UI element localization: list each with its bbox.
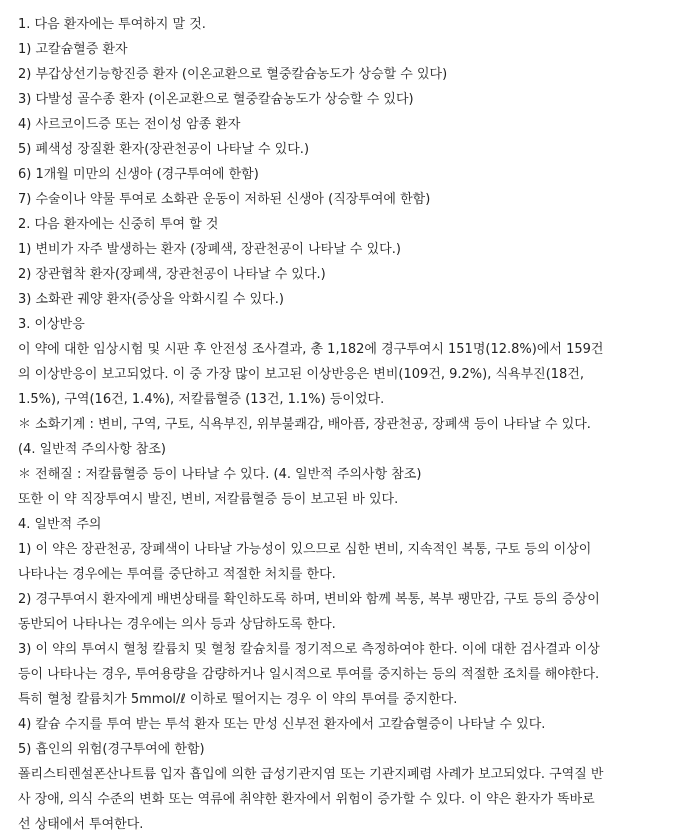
paragraph-line: 선 상태에서 투여한다. (18, 817, 144, 832)
list-item: 2) 장관협착 환자(장폐색, 장관천공이 나타날 수 있다.) (18, 267, 326, 282)
paragraph-line: 의 이상반응이 보고되었다. 이 중 가장 많이 보고된 이상반응은 변비(109건, 9.2%), 식욕부진(18건, (18, 367, 584, 382)
paragraph-line: 동반되어 나타나는 경우에는 의사 등과 상담하도록 한다. (18, 617, 336, 632)
list-item: 2) 부갑상선기능항진증 환자 (이온교환으로 혈중칼슘농도가 상승할 수 있다) (18, 67, 448, 82)
paragraph-line: (4. 일반적 주의사항 참조) (18, 442, 166, 457)
paragraph-line: 폴리스티렌설폰산나트륨 입자 흡입에 의한 급성기관지염 또는 기관지폐렴 사례가 보고되었다. 구역질 반 (18, 767, 604, 782)
section-heading-adverse-reactions: 3. 이상반응 (18, 317, 85, 332)
bullet-line: ＊ 전해질 : 저칼륨혈증 등이 나타날 수 있다. (4. 일반적 주의사항 참조) (18, 467, 422, 482)
list-item: 3) 이 약의 투여시 혈청 칼륨치 및 혈청 칼슘치를 정기적으로 측정하여야 한다. 이에 대한 검사결과 이상 (18, 642, 600, 657)
list-item: 3) 다발성 골수종 환자 (이온교환으로 혈중칼슘농도가 상승할 수 있다) (18, 92, 414, 107)
list-item: 3) 소화관 궤양 환자(증상을 악화시킬 수 있다.) (18, 292, 284, 307)
document-body (18, 12, 686, 837)
paragraph-line: 나타나는 경우에는 투여를 중단하고 적절한 처치를 한다. (18, 567, 336, 582)
section-heading-precautions: 2. 다음 환자에는 신중히 투여 할 것 (18, 217, 219, 232)
list-item: 6) 1개월 미만의 신생아 (경구투여에 한함) (18, 167, 259, 182)
paragraph-line: 1.5%), 구역(16건, 1.4%), 저칼륨혈증 (13건, 1.1%) 등이었다. (18, 392, 385, 407)
paragraph-line: 또한 이 약 직장투여시 발진, 변비, 저칼륨혈증 등이 보고된 바 있다. (18, 492, 399, 507)
list-item: 4) 칼슘 수지를 투여 받는 투석 환자 또는 만성 신부전 환자에서 고칼슘혈증이 나타날 수 있다. (18, 717, 546, 732)
list-item: 2) 경구투여시 환자에게 배변상태를 확인하도록 하며, 변비와 함께 복통, 복부 팽만감, 구토 등의 증상이 (18, 592, 600, 607)
list-item: 5) 흡인의 위험(경구투여에 한함) (18, 742, 205, 757)
list-item: 1) 이 약은 장관천공, 장폐색이 나타날 가능성이 있으므로 심한 변비, 지속적인 복통, 구토 등의 이상이 (18, 542, 592, 557)
bullet-line: ＊ 소화기계 : 변비, 구역, 구토, 식욕부진, 위부불쾌감, 배아픔, 장관천공, 장폐색 등이 나타날 수 있다. (18, 417, 591, 432)
list-item: 1) 고칼슘혈증 환자 (18, 42, 128, 57)
list-item: 7) 수술이나 약물 투여로 소화관 운동이 저하된 신생아 (직장투여에 한함) (18, 192, 431, 207)
list-item: 5) 폐색성 장질환 환자(장관천공이 나타날 수 있다.) (18, 142, 310, 157)
paragraph-line: 사 장애, 의식 수준의 변화 또는 역류에 취약한 환자에서 위험이 증가할 수 있다. 이 약은 환자가 똑바로 (18, 792, 595, 807)
list-item: 4) 사르코이드증 또는 전이성 암종 환자 (18, 117, 241, 132)
list-item: 1) 변비가 자주 발생하는 환자 (장폐색, 장관천공이 나타날 수 있다.) (18, 242, 401, 257)
paragraph-line: 특히 혈청 칼륨치가 5mmol/ℓ 이하로 떨어지는 경우 이 약의 투여를 중지한다. (18, 692, 458, 707)
paragraph-line: 등이 나타나는 경우, 투여용량을 감량하거나 일시적으로 투여를 중지하는 등의 적절한 조치를 해야한다. (18, 667, 600, 682)
section-heading-general-precautions: 4. 일반적 주의 (18, 517, 102, 532)
paragraph-line: 이 약에 대한 임상시험 및 시판 후 안전성 조사결과, 총 1,182에 경구투여시 151명(12.8%)에서 159건 (18, 342, 604, 357)
section-heading-contraindications: 1. 다음 환자에는 투여하지 말 것. (18, 17, 206, 32)
